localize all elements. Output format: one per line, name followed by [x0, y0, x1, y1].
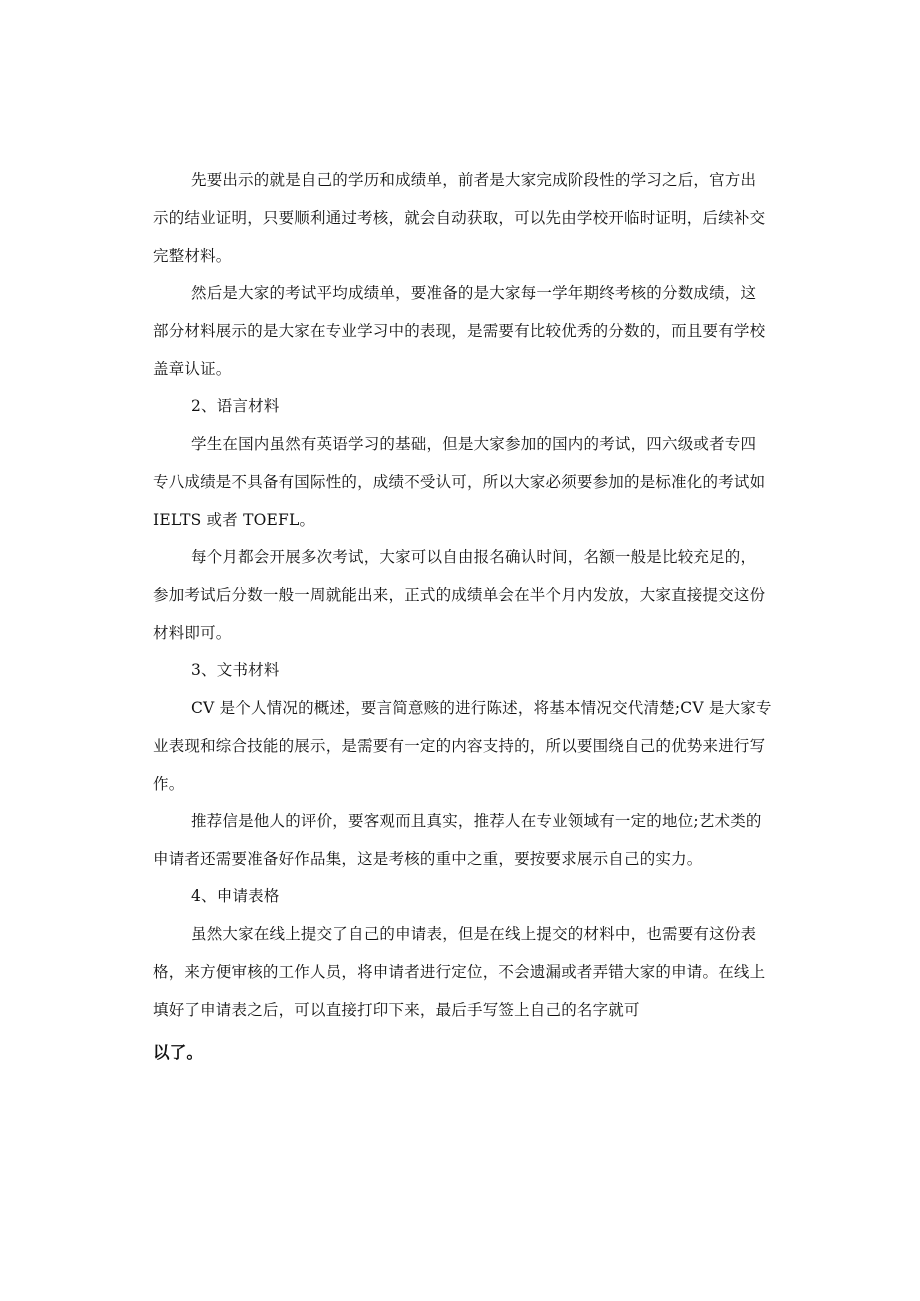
paragraph-2-line-3: 盖章认证。: [153, 360, 232, 378]
paragraph-4-line-3: 材料即可。: [153, 624, 232, 642]
paragraph-7-line-1: 虽然大家在线上提交了自己的申请表，但是在线上提交的材料中，也需要有这份表: [191, 925, 757, 943]
paragraph-7-line-4: 以了。: [153, 1043, 204, 1062]
paragraph-2-line-1: 然后是大家的考试平均成绩单，要准备的是大家每一学年期终考核的分数成绩，这: [191, 284, 757, 302]
paragraph-5-line-2: 业表现和综合技能的展示，是需要有一定的内容支持的，所以要围绕自己的优势来进行写: [153, 737, 766, 755]
paragraph-1-line-1: 先要出示的就是自己的学历和成绩单，前者是大家完成阶段性的学习之后，官方出: [191, 171, 757, 189]
section-heading-documents: 3、文书材料: [191, 661, 280, 679]
paragraph-6-line-1: 推荐信是他人的评价，要客观而且真实，推荐人在专业领域有一定的地位;艺术类的: [191, 812, 762, 830]
paragraph-4-line-2: 参加考试后分数一般一周就能出来，正式的成绩单会在半个月内发放，大家直接提交这份: [153, 586, 766, 604]
paragraph-2-line-2: 部分材料展示的是大家在专业学习中的表现，是需要有比较优秀的分数的，而且要有学校: [153, 322, 766, 340]
paragraph-6-line-2: 申请者还需要准备好作品集，这是考核的重中之重，要按要求展示自己的实力。: [153, 850, 703, 868]
section-heading-application-form: 4、申请表格: [191, 887, 280, 905]
paragraph-5-line-1: CV 是个人情况的概述，要言简意赅的进行陈述，将基本情况交代清楚;CV 是大家专: [191, 699, 772, 717]
paragraph-7-line-2: 格，来方便审核的工作人员，将申请者进行定位，不会遗漏或者弄错大家的申请。在线上: [153, 963, 766, 981]
paragraph-4-line-1: 每个月都会开展多次考试，大家可以自由报名确认时间，名额一般是比较充足的，: [191, 548, 757, 566]
paragraph-3-line-1: 学生在国内虽然有英语学习的基础，但是大家参加的国内的考试，四六级或者专四: [191, 435, 757, 453]
paragraph-1-line-3: 完整材料。: [153, 247, 232, 265]
paragraph-1-line-2: 示的结业证明，只要顺利通过考核，就会自动获取，可以先由学校开临时证明，后续补交: [153, 209, 766, 227]
section-heading-language: 2、语言材料: [191, 397, 280, 415]
paragraph-7-line-3: 填好了申请表之后，可以直接打印下来，最后手写签上自己的名字就可: [153, 1001, 640, 1019]
paragraph-3-line-3: IELTS 或者 TOEFL。: [153, 511, 316, 529]
paragraph-3-line-2: 专八成绩是不具备有国际性的，成绩不受认可，所以大家必须要参加的是标准化的考试如: [153, 473, 766, 491]
paragraph-5-line-3: 作。: [153, 775, 185, 793]
